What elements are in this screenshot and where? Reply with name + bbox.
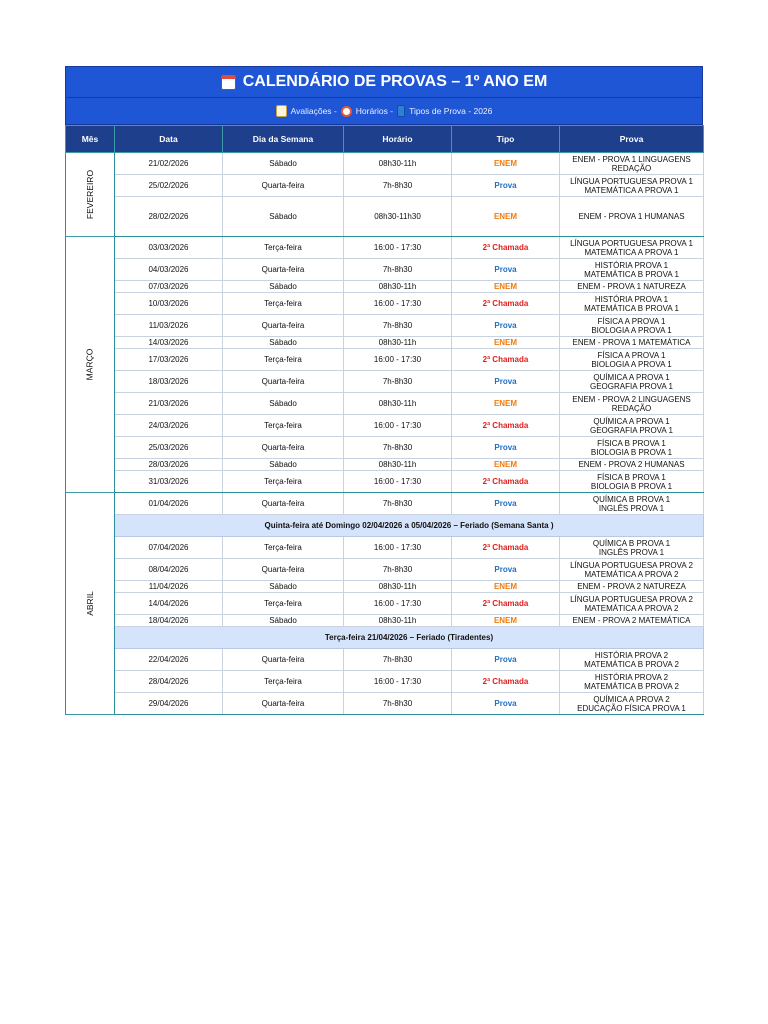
cell-tipo: 2ª Chamada bbox=[452, 471, 560, 493]
cell-horario: 7h-8h30 bbox=[344, 693, 452, 715]
prova-line: ENEM - PROVA 1 HUMANAS bbox=[578, 212, 685, 221]
prova-line: FÍSICA B PROVA 1 bbox=[597, 438, 666, 448]
cell-dia: Quarta-feira bbox=[223, 371, 344, 393]
prova-line: MATEMÁTICA A PROVA 1 bbox=[584, 185, 679, 195]
cell-prova bbox=[560, 493, 704, 515]
prova-line: QUÍMICA A PROVA 2 bbox=[593, 694, 670, 704]
table-row bbox=[66, 537, 704, 559]
month-label: MARÇO bbox=[84, 348, 95, 381]
cell-horario: 16:00 - 17:30 bbox=[344, 293, 452, 315]
cell-data: 28/03/2026 bbox=[115, 459, 223, 471]
prova-line: FÍSICA B PROVA 1 bbox=[597, 472, 666, 482]
cell-dia: Quarta-feira bbox=[223, 259, 344, 281]
subtitle-horarios: Horários - bbox=[355, 106, 394, 116]
prova-line: MATEMÁTICA B PROVA 1 bbox=[584, 303, 679, 313]
cell-data: 18/04/2026 bbox=[115, 615, 223, 627]
cell-dia: Sábado bbox=[223, 337, 344, 349]
cell-tipo: ENEM bbox=[452, 581, 560, 593]
cell-dia: Quarta-feira bbox=[223, 649, 344, 671]
table-row bbox=[66, 649, 704, 671]
cell-data: 01/04/2026 bbox=[115, 493, 223, 515]
cell-tipo: Prova bbox=[452, 493, 560, 515]
subtitle-avaliacoes: Avaliações - bbox=[290, 106, 337, 116]
cell-dia: Sábado bbox=[223, 281, 344, 293]
cell-tipo: Prova bbox=[452, 649, 560, 671]
cell-dia: Terça-feira bbox=[223, 593, 344, 615]
cell-horario: 08h30-11h bbox=[344, 459, 452, 471]
cell-data: 08/04/2026 bbox=[115, 559, 223, 581]
cell-prova bbox=[560, 559, 704, 581]
cell-prova bbox=[560, 537, 704, 559]
holiday-note-row bbox=[66, 515, 704, 537]
table-row bbox=[66, 315, 704, 337]
cell-tipo: 2ª Chamada bbox=[452, 537, 560, 559]
prova-line: MATEMÁTICA B PROVA 1 bbox=[584, 269, 679, 279]
col-header-tipo: Tipo bbox=[452, 126, 560, 153]
cell-prova bbox=[560, 315, 704, 337]
cell-horario: 08h30-11h bbox=[344, 581, 452, 593]
cell-horario: 7h-8h30 bbox=[344, 437, 452, 459]
cell-horario: 7h-8h30 bbox=[344, 315, 452, 337]
prova-line: ENEM - PROVA 2 NATUREZA bbox=[577, 582, 686, 591]
table-row bbox=[66, 671, 704, 693]
cell-data: 07/03/2026 bbox=[115, 281, 223, 293]
cell-tipo: Prova bbox=[452, 693, 560, 715]
table-row bbox=[66, 615, 704, 627]
prova-line: LÍNGUA PORTUGUESA PROVA 1 bbox=[570, 238, 693, 248]
cell-prova bbox=[560, 671, 704, 693]
cell-dia: Sábado bbox=[223, 459, 344, 471]
cell-prova bbox=[560, 593, 704, 615]
prova-line: MATEMÁTICA A PROVA 2 bbox=[584, 603, 679, 613]
title-bar bbox=[65, 66, 703, 98]
cell-data: 04/03/2026 bbox=[115, 259, 223, 281]
cell-horario: 7h-8h30 bbox=[344, 559, 452, 581]
holiday-note-tiradentes: Terça-feira 21/04/2026 – Feriado (Tiradentes) bbox=[115, 627, 704, 649]
cell-horario: 08h30-11h30 bbox=[344, 197, 452, 237]
cell-data: 25/02/2026 bbox=[115, 175, 223, 197]
table-row bbox=[66, 471, 704, 493]
cell-dia: Quarta-feira bbox=[223, 559, 344, 581]
cell-data: 18/03/2026 bbox=[115, 371, 223, 393]
cell-data: 31/03/2026 bbox=[115, 471, 223, 493]
prova-line: QUÍMICA B PROVA 1 bbox=[592, 538, 671, 548]
prova-line: MATEMÁTICA A PROVA 2 bbox=[584, 569, 679, 579]
cell-prova bbox=[560, 371, 704, 393]
table-row bbox=[66, 197, 704, 237]
col-header-horario: Horário bbox=[344, 126, 452, 153]
prova-line: MATEMÁTICA B PROVA 2 bbox=[584, 659, 679, 669]
prova-line: GEOGRAFIA PROVA 1 bbox=[590, 425, 673, 435]
exam-calendar bbox=[65, 66, 703, 715]
prova-line: LÍNGUA PORTUGUESA PROVA 2 bbox=[570, 560, 693, 570]
cell-data: 10/03/2026 bbox=[115, 293, 223, 315]
table-row bbox=[66, 437, 704, 459]
cell-prova bbox=[560, 437, 704, 459]
cell-horario: 16:00 - 17:30 bbox=[344, 471, 452, 493]
col-header-dia: Dia da Semana bbox=[223, 126, 344, 153]
page-title: CALENDÁRIO DE PROVAS – 1º ANO EM bbox=[242, 73, 548, 90]
table-row bbox=[66, 259, 704, 281]
cell-data: 11/03/2026 bbox=[115, 315, 223, 337]
cell-data: 28/04/2026 bbox=[115, 671, 223, 693]
cell-tipo: ENEM bbox=[452, 281, 560, 293]
cell-prova bbox=[560, 259, 704, 281]
prova-line: BIOLOGIA A PROVA 1 bbox=[591, 325, 672, 335]
table-header-row bbox=[66, 126, 704, 153]
cell-data: 21/02/2026 bbox=[115, 153, 223, 175]
cell-horario: 08h30-11h bbox=[344, 153, 452, 175]
table-row bbox=[66, 559, 704, 581]
cell-data: 29/04/2026 bbox=[115, 693, 223, 715]
prova-line: LÍNGUA PORTUGUESA PROVA 1 bbox=[570, 176, 693, 186]
cell-horario: 7h-8h30 bbox=[344, 649, 452, 671]
cell-tipo: 2ª Chamada bbox=[452, 593, 560, 615]
prova-line: HISTÓRIA PROVA 1 bbox=[594, 260, 669, 270]
col-header-data: Data bbox=[115, 126, 223, 153]
cell-dia: Terça-feira bbox=[223, 415, 344, 437]
subtitle-tipos: Tipos de Prova - 2026 bbox=[409, 106, 493, 116]
prova-line: ENEM - PROVA 2 MATEMÁTICA bbox=[572, 616, 691, 625]
cell-dia: Quarta-feira bbox=[223, 693, 344, 715]
cell-horario: 16:00 - 17:30 bbox=[344, 237, 452, 259]
month-cell-abril bbox=[66, 493, 115, 715]
cell-dia: Sábado bbox=[223, 615, 344, 627]
table-row bbox=[66, 581, 704, 593]
prova-line: ENEM - PROVA 1 LINGUAGENS bbox=[572, 154, 691, 164]
cell-prova bbox=[560, 281, 704, 293]
holiday-note-row bbox=[66, 627, 704, 649]
cell-prova bbox=[560, 237, 704, 259]
cell-dia: Quarta-feira bbox=[223, 315, 344, 337]
cell-horario: 7h-8h30 bbox=[344, 493, 452, 515]
cell-tipo: Prova bbox=[452, 315, 560, 337]
cell-tipo: 2ª Chamada bbox=[452, 671, 560, 693]
cell-dia: Sábado bbox=[223, 393, 344, 415]
prova-line: REDAÇÃO bbox=[611, 403, 652, 413]
prova-line: INGLÊS PROVA 1 bbox=[598, 503, 665, 513]
prova-line: REDAÇÃO bbox=[611, 163, 652, 173]
cell-data: 28/02/2026 bbox=[115, 197, 223, 237]
cell-dia: Quarta-feira bbox=[223, 175, 344, 197]
cell-tipo: 2ª Chamada bbox=[452, 349, 560, 371]
subtitle-bar bbox=[65, 98, 703, 125]
prova-line: MATEMÁTICA B PROVA 2 bbox=[584, 681, 679, 691]
cell-tipo: Prova bbox=[452, 559, 560, 581]
cell-dia: Terça-feira bbox=[223, 293, 344, 315]
cell-tipo: ENEM bbox=[452, 393, 560, 415]
table-row bbox=[66, 153, 704, 175]
cell-prova bbox=[560, 393, 704, 415]
month-label: ABRIL bbox=[84, 591, 95, 616]
cell-data: 24/03/2026 bbox=[115, 415, 223, 437]
cell-prova bbox=[560, 337, 704, 349]
cell-prova bbox=[560, 415, 704, 437]
cell-data: 21/03/2026 bbox=[115, 393, 223, 415]
month-cell-fevereiro bbox=[66, 153, 115, 237]
cell-data: 25/03/2026 bbox=[115, 437, 223, 459]
cell-prova bbox=[560, 197, 704, 237]
cell-dia: Terça-feira bbox=[223, 237, 344, 259]
prova-line: BIOLOGIA A PROVA 1 bbox=[591, 359, 672, 369]
cell-tipo: ENEM bbox=[452, 615, 560, 627]
cell-tipo: ENEM bbox=[452, 153, 560, 175]
cell-horario: 08h30-11h bbox=[344, 337, 452, 349]
table-row bbox=[66, 293, 704, 315]
prova-line: QUÍMICA A PROVA 1 bbox=[593, 372, 670, 382]
cell-data: 11/04/2026 bbox=[115, 581, 223, 593]
table-row bbox=[66, 237, 704, 259]
cell-dia: Terça-feira bbox=[223, 471, 344, 493]
prova-line: HISTÓRIA PROVA 1 bbox=[594, 294, 669, 304]
prova-line: HISTÓRIA PROVA 2 bbox=[594, 672, 669, 682]
cell-dia: Quarta-feira bbox=[223, 493, 344, 515]
cell-tipo: Prova bbox=[452, 371, 560, 393]
cell-prova bbox=[560, 153, 704, 175]
cell-dia: Sábado bbox=[223, 153, 344, 175]
cell-data: 17/03/2026 bbox=[115, 349, 223, 371]
cell-tipo: Prova bbox=[452, 175, 560, 197]
cell-horario: 7h-8h30 bbox=[344, 371, 452, 393]
cell-prova bbox=[560, 459, 704, 471]
cell-tipo: Prova bbox=[452, 259, 560, 281]
cell-prova bbox=[560, 693, 704, 715]
cell-horario: 08h30-11h bbox=[344, 615, 452, 627]
table-row bbox=[66, 415, 704, 437]
cell-horario: 7h-8h30 bbox=[344, 259, 452, 281]
cell-data: 22/04/2026 bbox=[115, 649, 223, 671]
cell-tipo: ENEM bbox=[452, 337, 560, 349]
cell-prova bbox=[560, 175, 704, 197]
cell-prova bbox=[560, 581, 704, 593]
cell-data: 07/04/2026 bbox=[115, 537, 223, 559]
cell-horario: 08h30-11h bbox=[344, 281, 452, 293]
table-row bbox=[66, 337, 704, 349]
cell-data: 14/04/2026 bbox=[115, 593, 223, 615]
prova-line: INGLÊS PROVA 1 bbox=[598, 547, 665, 557]
col-header-prova: Prova bbox=[560, 126, 704, 153]
prova-line: FÍSICA A PROVA 1 bbox=[597, 350, 666, 360]
calendar-icon bbox=[221, 75, 236, 90]
table-row bbox=[66, 175, 704, 197]
alarm-clock-icon bbox=[341, 106, 352, 117]
cell-prova bbox=[560, 349, 704, 371]
table-row bbox=[66, 371, 704, 393]
table-row bbox=[66, 693, 704, 715]
prova-line: BIOLOGIA B PROVA 1 bbox=[590, 481, 673, 491]
cell-dia: Sábado bbox=[223, 197, 344, 237]
table-row bbox=[66, 281, 704, 293]
col-header-mes: Mês bbox=[66, 126, 115, 153]
prova-line: FÍSICA A PROVA 1 bbox=[597, 316, 666, 326]
cell-tipo: ENEM bbox=[452, 459, 560, 471]
prova-line: EDUCAÇÃO FÍSICA PROVA 1 bbox=[577, 703, 686, 713]
prova-line: ENEM - PROVA 2 HUMANAS bbox=[578, 460, 685, 469]
cell-horario: 16:00 - 17:30 bbox=[344, 671, 452, 693]
cell-prova bbox=[560, 471, 704, 493]
cell-tipo: 2ª Chamada bbox=[452, 293, 560, 315]
table-row bbox=[66, 493, 704, 515]
cell-data: 03/03/2026 bbox=[115, 237, 223, 259]
prova-line: MATEMÁTICA A PROVA 1 bbox=[584, 247, 679, 257]
cell-tipo: 2ª Chamada bbox=[452, 415, 560, 437]
prova-line: GEOGRAFIA PROVA 1 bbox=[590, 381, 673, 391]
cell-horario: 16:00 - 17:30 bbox=[344, 349, 452, 371]
prova-line: ENEM - PROVA 1 NATUREZA bbox=[577, 282, 686, 291]
prova-line: ENEM - PROVA 2 LINGUAGENS bbox=[572, 394, 691, 404]
phone-icon bbox=[397, 105, 405, 117]
cell-tipo: Prova bbox=[452, 437, 560, 459]
cell-tipo: ENEM bbox=[452, 197, 560, 237]
exam-table bbox=[65, 125, 704, 715]
cell-dia: Terça-feira bbox=[223, 537, 344, 559]
prova-line: HISTÓRIA PROVA 2 bbox=[594, 650, 669, 660]
cell-horario: 16:00 - 17:30 bbox=[344, 593, 452, 615]
prova-line: QUÍMICA B PROVA 1 bbox=[592, 494, 671, 504]
table-row bbox=[66, 393, 704, 415]
prova-line: BIOLOGIA B PROVA 1 bbox=[590, 447, 673, 457]
cell-horario: 08h30-11h bbox=[344, 393, 452, 415]
cell-dia: Sábado bbox=[223, 581, 344, 593]
cell-dia: Terça-feira bbox=[223, 349, 344, 371]
prova-line: ENEM - PROVA 1 MATEMÁTICA bbox=[572, 338, 691, 347]
notepad-icon bbox=[276, 105, 287, 117]
holiday-note-semana-santa: Quinta-feira até Domingo 02/04/2026 a 05/04/2026 – Feriado (Semana Santa ) bbox=[115, 515, 704, 537]
cell-prova bbox=[560, 649, 704, 671]
cell-horario: 16:00 - 17:30 bbox=[344, 415, 452, 437]
cell-data: 14/03/2026 bbox=[115, 337, 223, 349]
cell-dia: Quarta-feira bbox=[223, 437, 344, 459]
cell-prova bbox=[560, 615, 704, 627]
month-label: FEVEREIRO bbox=[85, 169, 96, 220]
cell-tipo: 2ª Chamada bbox=[452, 237, 560, 259]
table-row bbox=[66, 349, 704, 371]
cell-prova bbox=[560, 293, 704, 315]
month-cell-marco bbox=[66, 237, 115, 493]
cell-horario: 16:00 - 17:30 bbox=[344, 537, 452, 559]
table-row bbox=[66, 593, 704, 615]
prova-line: QUÍMICA A PROVA 1 bbox=[593, 416, 670, 426]
table-row bbox=[66, 459, 704, 471]
cell-dia: Terça-feira bbox=[223, 671, 344, 693]
prova-line: LÍNGUA PORTUGUESA PROVA 2 bbox=[570, 594, 693, 604]
cell-horario: 7h-8h30 bbox=[344, 175, 452, 197]
